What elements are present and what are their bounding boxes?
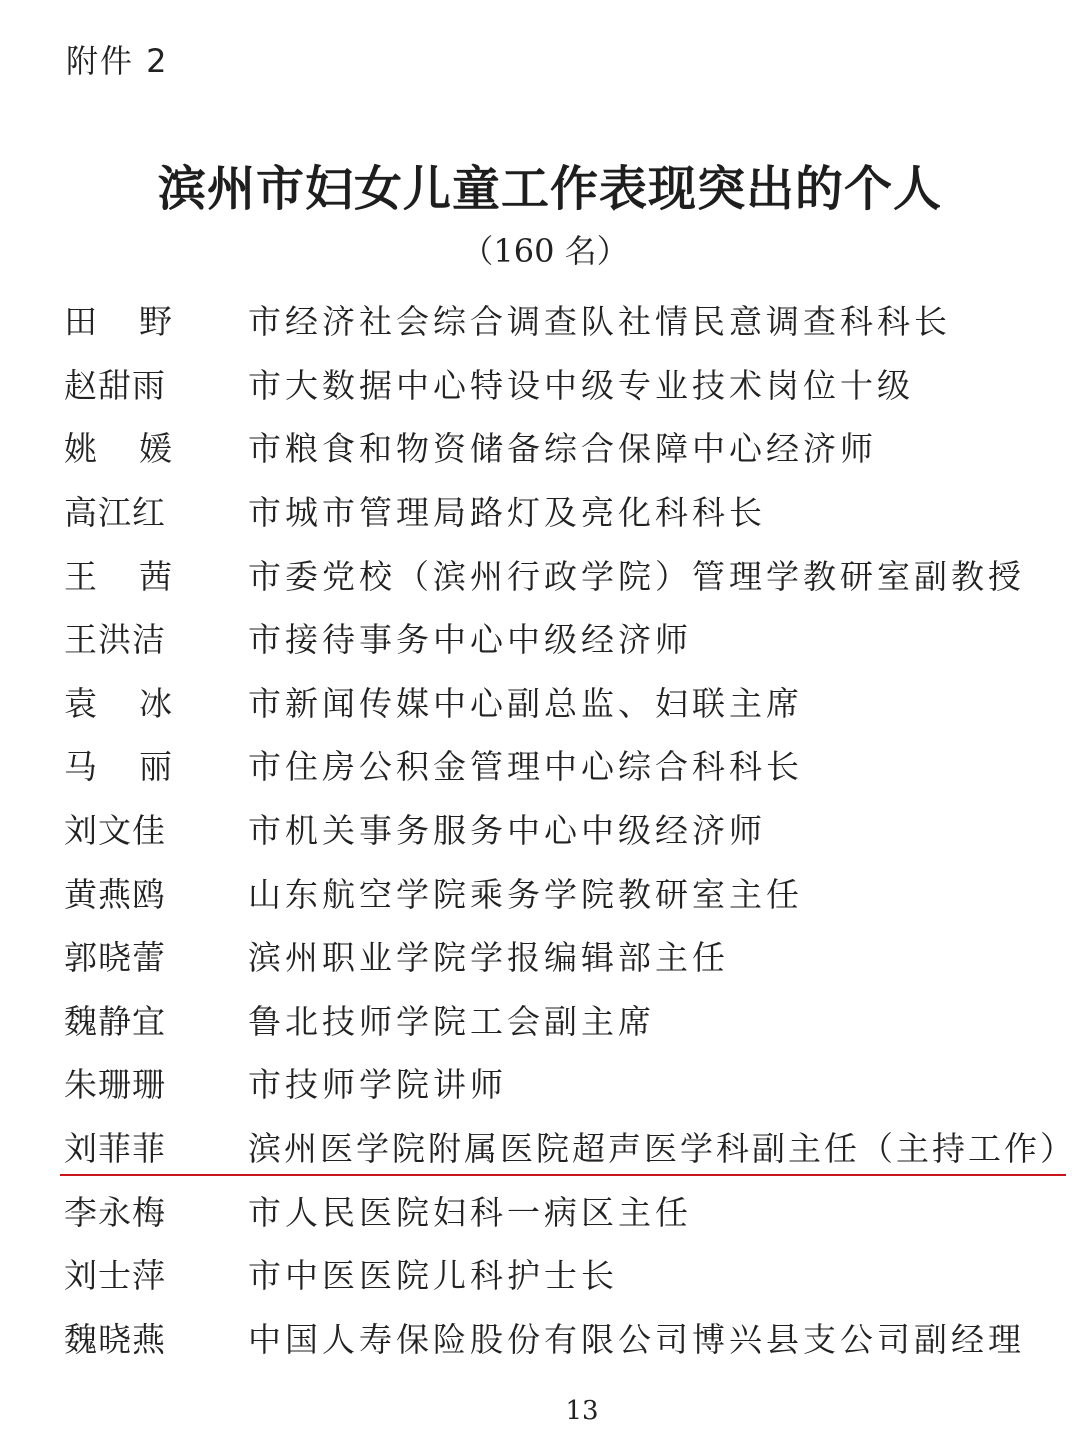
person-name: 王洪洁 <box>64 620 166 660</box>
page-number: 13 <box>565 1396 599 1426</box>
person-title: 市大数据中心特设中级专业技术岗位十级 <box>248 365 914 405</box>
person-title: 市住房公积金管理中心综合科科长 <box>248 747 803 787</box>
list-item <box>64 924 1074 988</box>
person-title: 市委党校（滨州行政学院）管理学教研室副教授 <box>248 556 1025 596</box>
list-item <box>64 1178 1074 1242</box>
list-item <box>64 1306 1074 1370</box>
person-name: 刘菲菲 <box>64 1129 166 1169</box>
person-title: 市人民医院妇科一病区主任 <box>248 1192 692 1232</box>
person-name: 郭晓蕾 <box>64 938 166 978</box>
list-item <box>64 860 1074 924</box>
person-name: 黄燕鸥 <box>64 874 166 914</box>
list-item <box>64 352 1074 416</box>
person-name: 马丽 <box>64 747 214 787</box>
person-title: 市城市管理局路灯及亮化科科长 <box>248 493 766 533</box>
person-name: 魏晓燕 <box>64 1319 166 1359</box>
person-title: 市机关事务服务中心中级经济师 <box>248 811 766 851</box>
person-name: 刘士萍 <box>64 1256 166 1296</box>
list-item <box>64 797 1074 861</box>
list-item <box>64 1242 1074 1306</box>
list-item <box>64 988 1074 1052</box>
person-name: 王茜 <box>64 556 214 596</box>
list-item <box>64 479 1074 543</box>
person-name: 姚媛 <box>64 429 214 469</box>
red-divider-line <box>60 1174 1066 1176</box>
honoree-count: （160 名） <box>461 232 629 270</box>
person-name: 袁冰 <box>64 683 214 723</box>
person-name: 田野 <box>64 302 214 342</box>
person-name: 魏静宜 <box>64 1001 166 1041</box>
person-title: 市粮食和物资储备综合保障中心经济师 <box>248 429 877 469</box>
person-title: 市技师学院讲师 <box>248 1065 507 1105</box>
person-name: 赵甜雨 <box>64 365 166 405</box>
list-item <box>64 670 1074 734</box>
list-item <box>64 733 1074 797</box>
person-title: 中国人寿保险股份有限公司博兴县支公司副经理 <box>248 1319 1025 1359</box>
list-item <box>64 1115 1074 1179</box>
person-name: 高江红 <box>64 493 166 533</box>
person-title: 滨州医学院附属医院超声医学科副主任（主持工作） <box>248 1129 1076 1169</box>
list-item <box>64 288 1074 352</box>
person-title: 市经济社会综合调查队社情民意调查科科长 <box>248 302 951 342</box>
person-title: 市接待事务中心中级经济师 <box>248 620 692 660</box>
person-title: 市新闻传媒中心副总监、妇联主席 <box>248 683 803 723</box>
person-title: 鲁北技师学院工会副主席 <box>248 1001 655 1041</box>
person-name: 李永梅 <box>64 1192 166 1232</box>
list-item <box>64 415 1074 479</box>
page-title: 滨州市妇女儿童工作表现突出的个人 <box>157 161 942 217</box>
person-title: 山东航空学院乘务学院教研室主任 <box>248 874 803 914</box>
person-name: 朱珊珊 <box>64 1065 166 1105</box>
person-name: 刘文佳 <box>64 811 166 851</box>
list-item <box>64 542 1074 606</box>
list-item <box>64 1051 1074 1115</box>
attachment-label: 附件 2 <box>66 42 169 80</box>
list-item <box>64 606 1074 670</box>
person-title: 滨州职业学院学报编辑部主任 <box>248 938 729 978</box>
honoree-list <box>64 288 1074 1369</box>
person-title: 市中医医院儿科护士长 <box>248 1256 618 1296</box>
